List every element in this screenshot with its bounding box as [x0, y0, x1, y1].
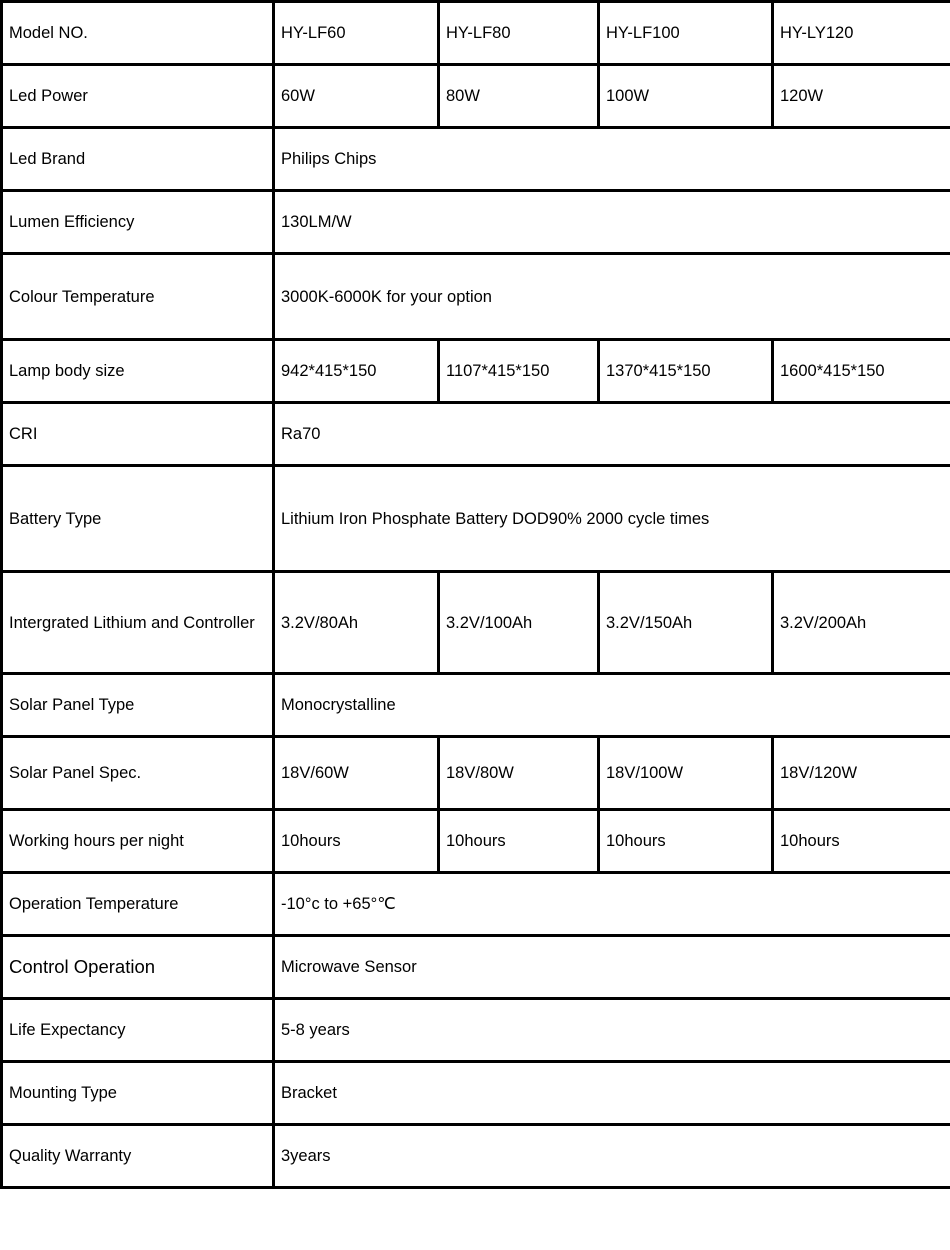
value-cell: 10hours	[773, 810, 950, 873]
row-cri	[2, 403, 950, 466]
row-label: Battery Type	[2, 466, 274, 572]
value-cell: HY-LF100	[599, 2, 773, 65]
row-solar-panel-spec	[2, 737, 950, 810]
row-quality-warranty	[2, 1125, 950, 1188]
row-label: Solar Panel Spec.	[2, 737, 274, 810]
value-cell-merged: Bracket	[274, 1062, 950, 1125]
row-led-power	[2, 65, 950, 128]
row-label: Solar Panel Type	[2, 674, 274, 737]
row-label: Intergrated Lithium and Controller	[2, 572, 274, 674]
row-led-brand	[2, 128, 950, 191]
value-cell: 100W	[599, 65, 773, 128]
value-cell: 10hours	[439, 810, 599, 873]
value-cell: 3.2V/100Ah	[439, 572, 599, 674]
row-label: Lamp body size	[2, 340, 274, 403]
row-label: Life Expectancy	[2, 999, 274, 1062]
row-life-expectancy	[2, 999, 950, 1062]
row-label: Lumen Efficiency	[2, 191, 274, 254]
value-cell: 18V/100W	[599, 737, 773, 810]
value-cell-merged: Ra70	[274, 403, 950, 466]
row-battery-type	[2, 466, 950, 572]
row-label: Mounting Type	[2, 1062, 274, 1125]
row-lumen-efficiency	[2, 191, 950, 254]
value-cell: 3.2V/150Ah	[599, 572, 773, 674]
row-label: Model NO.	[2, 2, 274, 65]
row-colour-temperature	[2, 254, 950, 340]
row-label: CRI	[2, 403, 274, 466]
row-label: Quality Warranty	[2, 1125, 274, 1188]
row-operation-temperature	[2, 873, 950, 936]
value-cell: 80W	[439, 65, 599, 128]
row-label: Operation Temperature	[2, 873, 274, 936]
row-label: Led Brand	[2, 128, 274, 191]
row-label: Working hours per night	[2, 810, 274, 873]
value-cell-merged: 3000K-6000K for your option	[274, 254, 950, 340]
row-label: Control Operation	[2, 936, 274, 999]
value-cell: 3.2V/80Ah	[274, 572, 439, 674]
value-cell-merged: Monocrystalline	[274, 674, 950, 737]
row-label: Led Power	[2, 65, 274, 128]
value-cell-merged: 3years	[274, 1125, 950, 1188]
value-cell-merged: Lithium Iron Phosphate Battery DOD90% 2000 cycle times	[274, 466, 950, 572]
value-cell: 120W	[773, 65, 950, 128]
value-cell: HY-LF80	[439, 2, 599, 65]
value-cell: 1107*415*150	[439, 340, 599, 403]
value-cell: 1370*415*150	[599, 340, 773, 403]
row-working-hours	[2, 810, 950, 873]
row-integrated-lithium-controller	[2, 572, 950, 674]
value-cell: 10hours	[599, 810, 773, 873]
value-cell: 942*415*150	[274, 340, 439, 403]
row-mounting-type	[2, 1062, 950, 1125]
value-cell: 60W	[274, 65, 439, 128]
value-cell: 18V/60W	[274, 737, 439, 810]
value-cell: 1600*415*150	[773, 340, 950, 403]
value-cell-merged: Microwave Sensor	[274, 936, 950, 999]
row-lamp-body-size	[2, 340, 950, 403]
value-cell: 18V/80W	[439, 737, 599, 810]
value-cell-merged: 130LM/W	[274, 191, 950, 254]
row-model-no	[2, 2, 950, 65]
value-cell: 10hours	[274, 810, 439, 873]
value-cell-merged: Philips Chips	[274, 128, 950, 191]
value-cell-merged: 5-8 years	[274, 999, 950, 1062]
row-label: Colour Temperature	[2, 254, 274, 340]
value-cell-merged: -10°c to +65°℃	[274, 873, 950, 936]
row-control-operation	[2, 936, 950, 999]
row-solar-panel-type	[2, 674, 950, 737]
value-cell: 18V/120W	[773, 737, 950, 810]
value-cell: HY-LY120	[773, 2, 950, 65]
value-cell: 3.2V/200Ah	[773, 572, 950, 674]
value-cell: HY-LF60	[274, 2, 439, 65]
